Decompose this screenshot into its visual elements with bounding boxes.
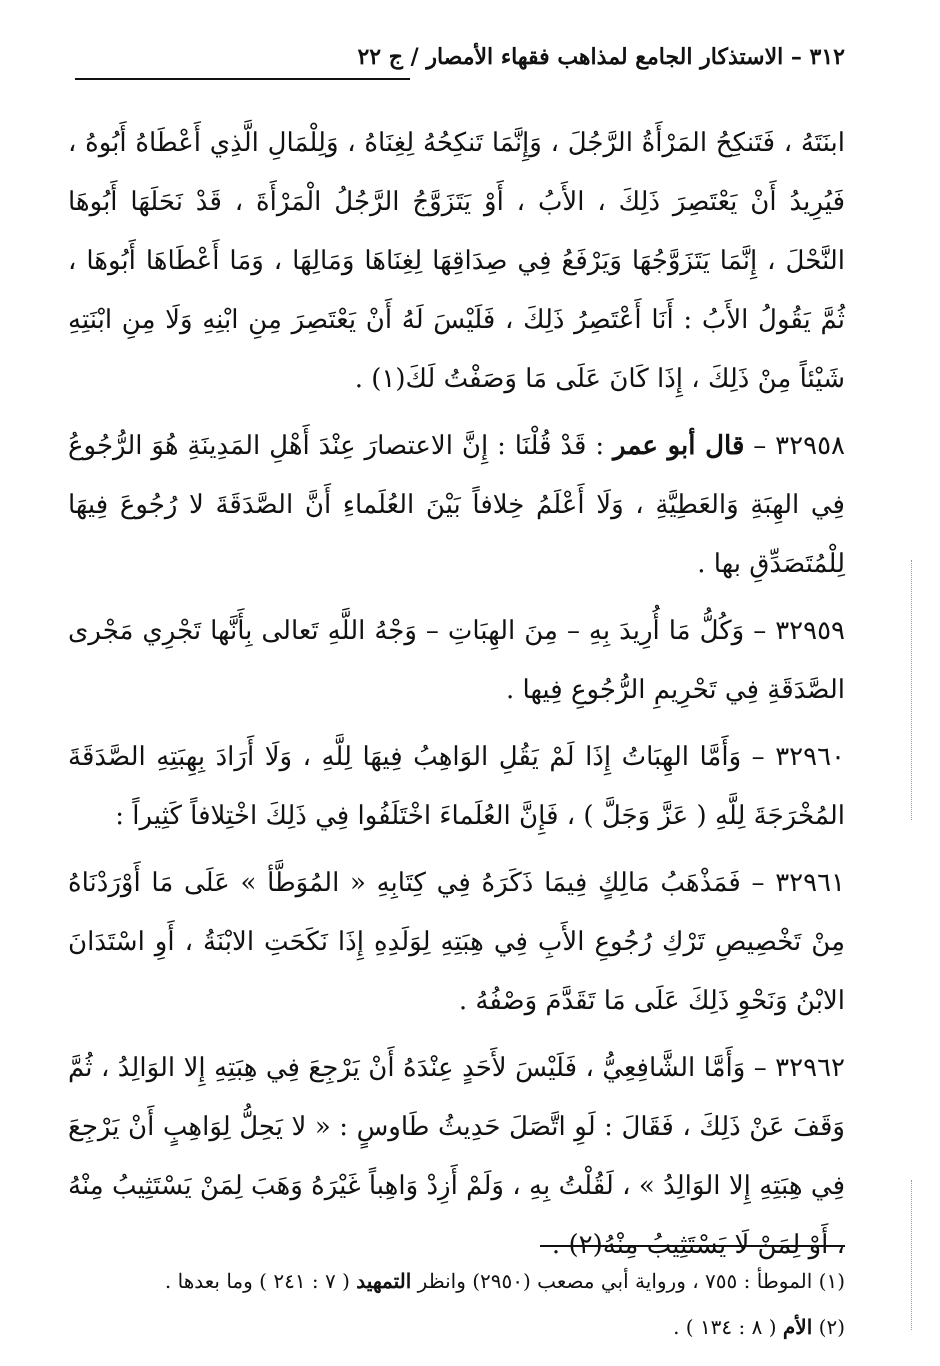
- paragraph-continuation: [68, 114, 845, 409]
- paragraph-text: وَأَمَّا الهِبَاتُ إِذَا لَمْ يَقُلِ الوَاهِبُ فِيهَا لِلَّهِ ، وَلَا أَرَادَ بِهِبَتِهِ الصَّدَقَةَ المُخْرَجَةَ لِلَّهِ ( عَزَّ وَجَلَّ ) ، فَإِنَّ العُلَماءَ اخْتَلَفُوا فِي ذَلِكَ اخْتِلافاً كَثِيراً :: [68, 742, 845, 831]
- footnotes: [80, 1258, 845, 1350]
- footnote-rule: [540, 1245, 845, 1247]
- paragraph-32959: [68, 602, 845, 720]
- paragraph-number: ٣٢٩٦٠ –: [741, 742, 846, 772]
- paragraph-text: فَمَذْهَبُ مَالِكٍ فِيمَا ذَكَرَهُ فِي كِتَابِهِ « المُوَطَّأ » عَلَى مَا أَوْرَدْنَاهُ مِنْ تَخْصِيصِ تَرْكِ رُجُوعِ الأَبِ فِي هِبَتِهِ لِوَلَدِهِ إِذَا نَكَحَتِ الابْنَةُ ، أَوِ اسْتَدَانَ الابْنُ وَنَحْوِ ذَلِكَ عَلَى مَا تَقَدَّمَ وَصْفُهُ .: [68, 868, 845, 1016]
- page-header: [75, 44, 845, 84]
- main-text: [68, 114, 845, 1275]
- paragraph-text: : قَدْ قُلْنَا : إِنَّ الاعتصارَ عِنْدَ أَهْلِ المَدِينَةِ هُوَ الرُّجُوعُ فِي الهِبَةِ وَالعَطِيَّةِ ، وَلَا أَعْلَمُ خِلافاً بَيْنَ العُلَماءِ أَنَّ الصَّدَقَةَ لا رُجُوعَ فِيهَا لِلْمُتَصَدِّقِ بها .: [68, 431, 845, 579]
- paragraph-speaker: قال أبو عمر: [613, 431, 745, 461]
- footnote-text: (١) الموطأ : ٧٥٥ ، ورواية أبي مصعب (٢٩٥٠) وانظر: [411, 1269, 845, 1293]
- footnote-text: ( ٧ : ٢٤١ ) وما بعدها .: [164, 1269, 357, 1293]
- paragraph-text: وَأَمَّا الشَّافِعِيُّ ، فَلَيْسَ لأَحَدٍ عِنْدَهُ أَنْ يَرْجِعَ فِي هِبَتِهِ إِلا الوَالِدُ ، ثُمَّ وَقَفَ عَنْ ذَلِكَ ، فَقَالَ : لَوِ اتَّصَلَ حَدِيثُ طَاوسٍ : « لا يَحِلُّ لِوَاهِبٍ أَنْ يَرْجِعَ فِي هِبَتِهِ إِلا الوَالِدُ » ، لَقُلْتُ بِهِ ، وَلَمْ أَزِدْ وَاهِباً غَيْرَهُ وَهَبَ لِمَنْ يَسْتَثِيبُ مِنْهُ ، أَوْ لِمَنْ لَا يَسْتَثِيبُ مِنْهُ(٢) .: [68, 1053, 845, 1260]
- footnote-text: (٢): [812, 1315, 845, 1339]
- paragraph-number: ٣٢٩٥٩ –: [744, 616, 846, 646]
- footnote-source-title: التمهيد: [356, 1269, 412, 1293]
- footnote-source-title: الأم: [782, 1315, 813, 1339]
- footnote-text: ( ٨ : ١٣٤ ) .: [673, 1315, 783, 1339]
- paragraph-32958: [68, 417, 845, 594]
- paragraph-number: ٣٢٩٦١ –: [740, 868, 846, 898]
- footnote-2: [80, 1304, 845, 1350]
- paragraph-32962: [68, 1039, 845, 1275]
- footnote-1: [80, 1258, 845, 1304]
- scan-margin-mark: [911, 560, 932, 820]
- paragraph-text: ابنَتَهُ ، فَتَنكِحُ المَرْأَةُ الرَّجُلَ ، وَإِنَّمَا تَنكِحُهُ لِغِنَاهُ ، وَلِلْمَالِ الَّذِي أَعْطَاهُ أَبُوهُ ، فَيُرِيدُ أَنْ يَعْتَصِرَ ذَلِكَ ، الأَبُ ، أَوْ يَتَزَوَّجُ الرَّجُلُ الْمَرْأَةَ ، قَدْ نَحَلَهَا أَبُوهَا النَّحْلَ ، إِنَّمَا يَتَزَوَّجُهَا وَيَرْفَعُ فِي صِدَاقِهَا لِغِنَاهَا وَمَالِهَا ، وَمَا أَعْطَاهَا أَبُوهَا ، ثُمَّ يَقُولُ الأَبُ : أَنَا أَعْتَصِرُ ذَلِكَ ، فَلَيْسَ لَهُ أَنْ يَعْتَصِرَ مِنِ ابْنِهِ وَلَا مِنِ ابْنَتِهِ شَيْئاً مِنْ ذَلِكَ ، إِذَا كَانَ عَلَى مَا وَصَفْتُ لَكَ(١) .: [68, 128, 845, 394]
- scan-margin-mark: [911, 1180, 932, 1330]
- paragraph-32961: [68, 854, 845, 1031]
- paragraph-text: وَكُلُّ مَا أُرِيدَ بِهِ – مِنَ الهِبَاتِ – وَجْهُ اللَّهِ تَعالى بِأَنَّها تَجْرِي مَجْرى الصَّدَقَةِ فِي تَحْرِيمِ الرُّجُوعِ فِيها .: [68, 616, 845, 705]
- paragraph-32960: [68, 728, 845, 846]
- paragraph-number: ٣٢٩٦٢ –: [745, 1053, 845, 1083]
- header-rule: [75, 78, 410, 80]
- paragraph-number: ٣٢٩٥٨ –: [744, 431, 845, 461]
- running-header: ٣١٢ – الاستذكار الجامع لمذاهب فقهاء الأمصار / ج ٢٢: [357, 44, 845, 70]
